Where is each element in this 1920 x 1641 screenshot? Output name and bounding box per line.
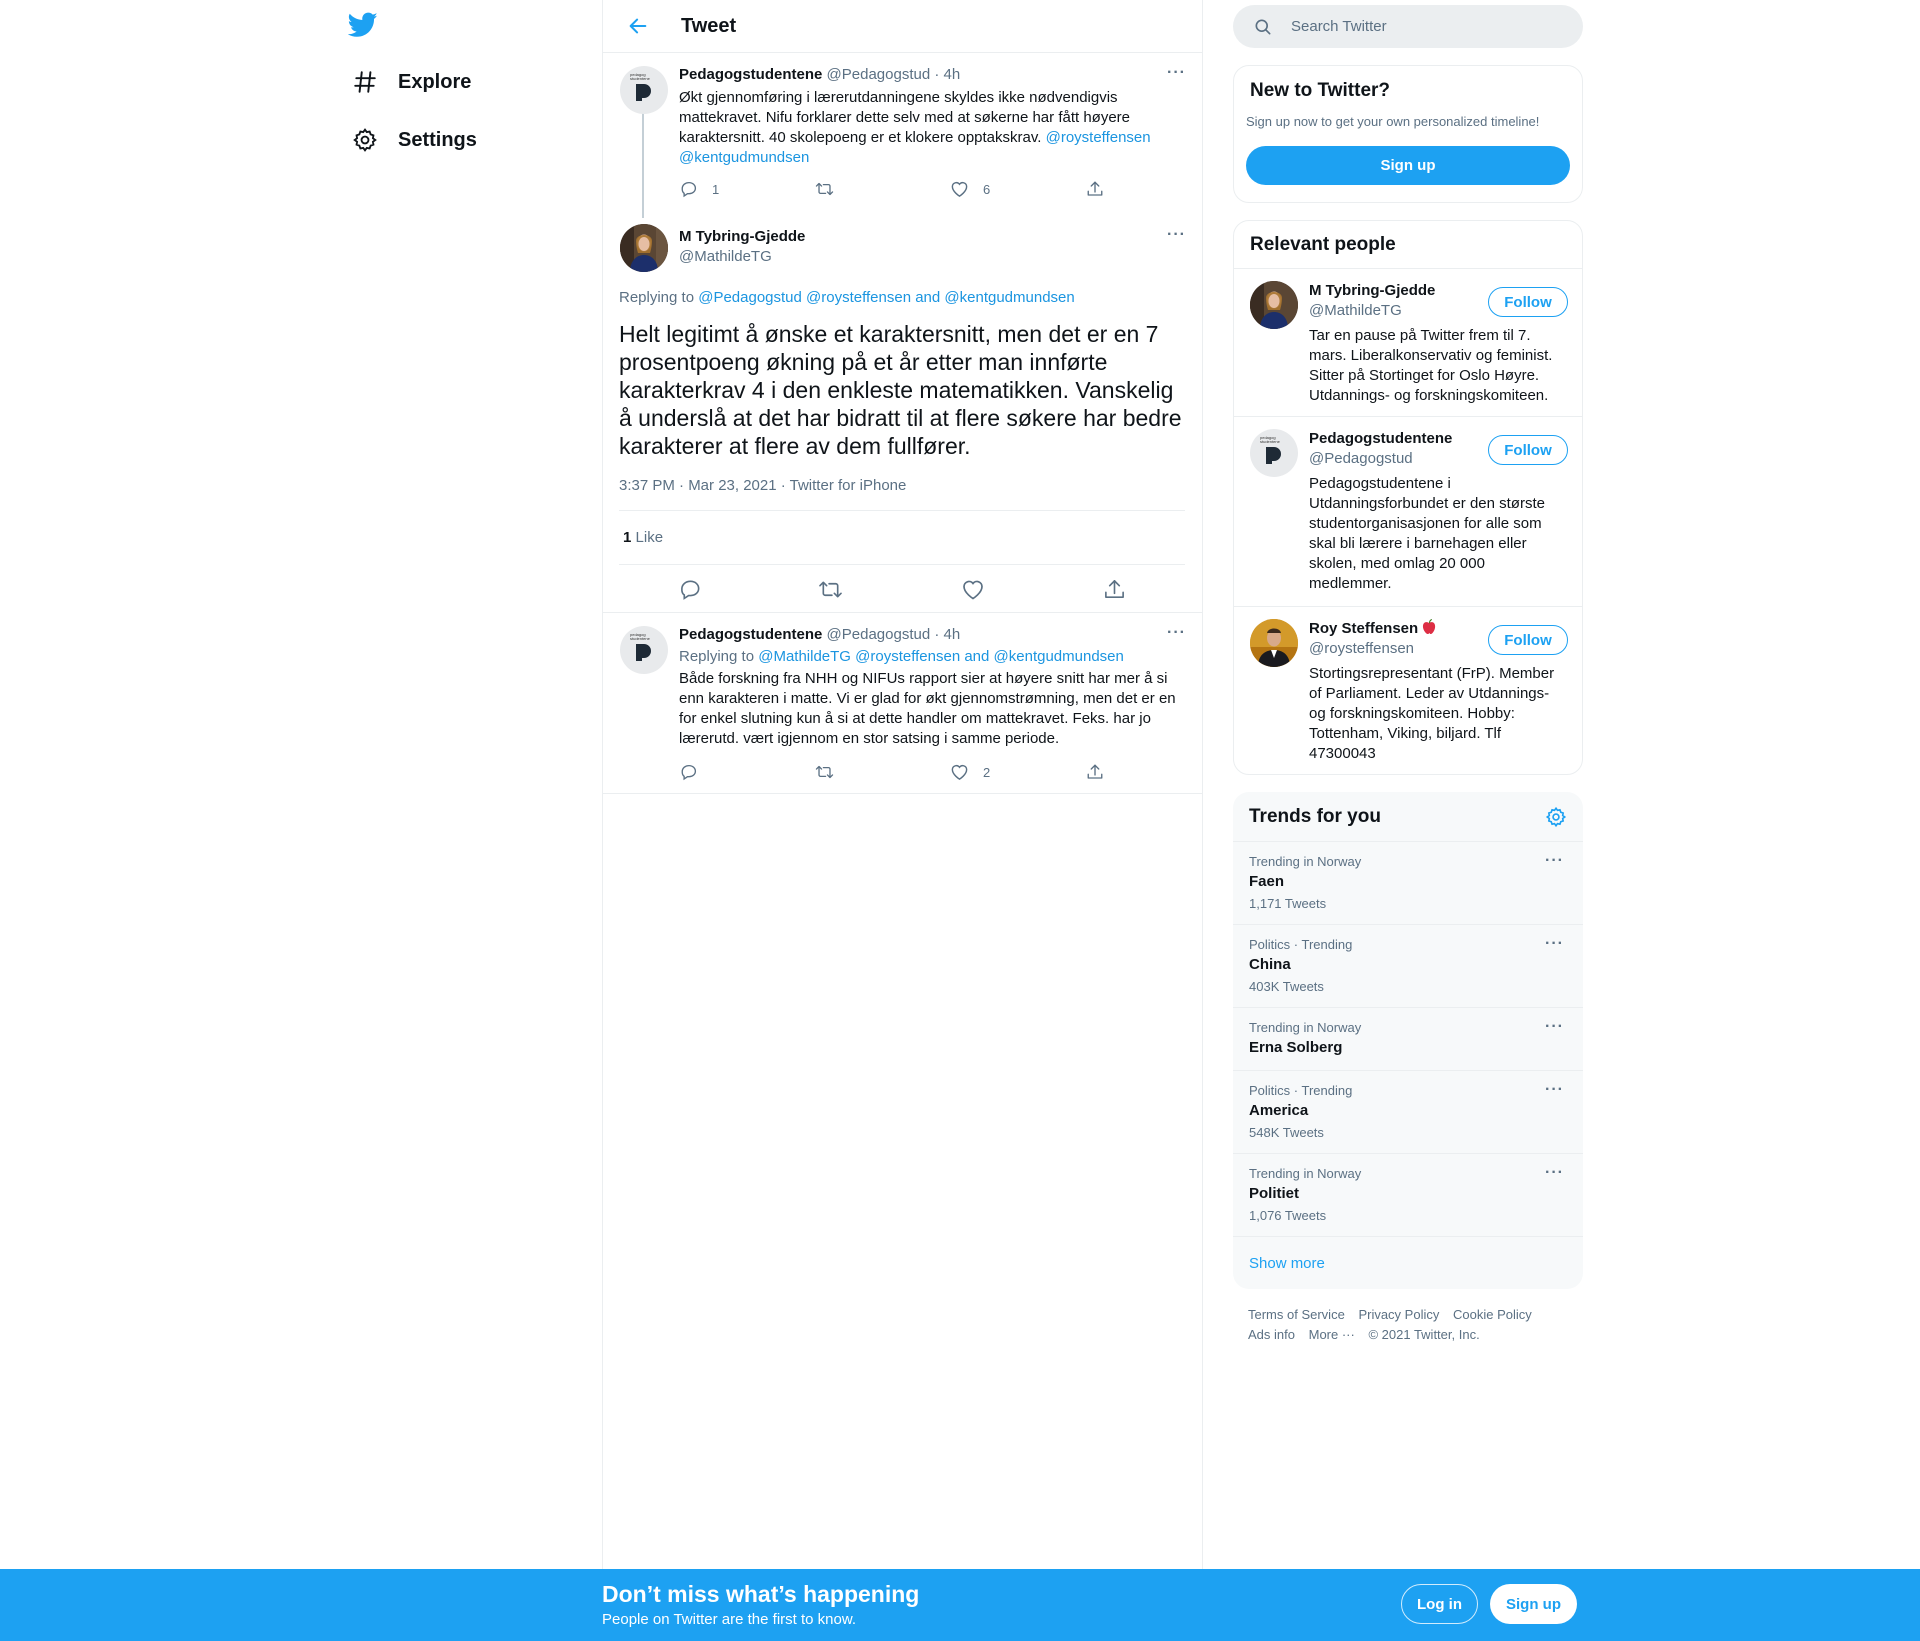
search-input[interactable] [1291, 18, 1561, 35]
like-total: 1 [623, 529, 632, 546]
trend-meta: Politics · Trending [1249, 1083, 1353, 1098]
share-button[interactable] [1103, 578, 1126, 601]
show-more-link[interactable]: Show more [1249, 1255, 1325, 1272]
reply-tweet-text: Både forskning fra NHH og NIFUs rapport sier at høyere snitt har mer å si enn karakteren i matte. Vi er glad for økt gjennomstrømning, men det er en for enkel slutning kun å si at dette handler om mattekravet. Feks. har jo lærerutd. vært igjennom en stor satsing i samme periode. [679, 670, 1176, 747]
show-more-row[interactable] [1233, 1236, 1583, 1289]
ads-info-link[interactable]: Ads info [1248, 1327, 1295, 1342]
reply-icon [680, 180, 698, 198]
person-name[interactable]: Pedagogstudentene [1309, 430, 1453, 447]
reply-count: 1 [712, 181, 720, 197]
retweet-button[interactable] [818, 578, 843, 601]
avatar[interactable] [620, 224, 668, 272]
focused-tweet-author[interactable] [679, 227, 805, 267]
page-title: Tweet [681, 14, 737, 37]
signup-button[interactable]: Sign up [1246, 146, 1570, 185]
mention-link[interactable]: @MathildeTG [758, 648, 851, 665]
trend-count: 1,171 Tweets [1249, 896, 1327, 911]
retweet-icon [815, 180, 834, 198]
person-bio: Tar en pause på Twitter frem til 7. mars. Liberalkonservativ og feminist. Sitter på Stortinget for Oslo Høyre. Utdannings- og forskningskomiteen. [1309, 327, 1553, 404]
reply-button[interactable] [680, 180, 719, 198]
nav-settings-label: Settings [398, 128, 477, 151]
reply-button[interactable] [679, 578, 702, 601]
person-info [1309, 429, 1452, 469]
more-options-icon[interactable]: ··· [1545, 1164, 1564, 1181]
reply-icon [679, 578, 702, 601]
person-handle[interactable]: @roysteffensen [1309, 640, 1415, 657]
trend-count: 548K Tweets [1249, 1125, 1324, 1140]
avatar-logo-text: pedagog studentene [630, 72, 650, 81]
mention-link[interactable]: @kentgudmundsen [679, 149, 810, 166]
search-box[interactable] [1233, 5, 1583, 48]
bottom-bar-title: Don’t miss what’s happening [602, 1581, 920, 1607]
person-row[interactable] [1234, 268, 1583, 416]
person-info [1309, 619, 1437, 659]
trend-meta: Trending in Norway [1249, 1166, 1362, 1181]
like-count: 2 [983, 764, 991, 780]
author-handle[interactable]: @Pedagogstud [826, 66, 931, 83]
focused-tweet-text: Helt legitimt å ønske et karaktersnitt, men det er en 7 prosentpoeng økning på et år etter man innførte karakterkrav 4 i den enkleste matematikken. Vanskelig å underslå at det har bidratt til at flere søkere har bedre karakterer at flere av dem fullfører. [619, 321, 1182, 459]
mention-link[interactable]: @kentgudmundsen [993, 648, 1124, 665]
hashtag-icon [350, 67, 380, 97]
tweet-text: Økt gjennomføring i lærerutdanningene skyldes ikke nødvendigvis mattekravet. Nifu forklarer dette selv med at søkerne har fått høyere karaktersnitt. 40 skolepoeng er et klokere opptakskrav. [679, 89, 1131, 146]
trend-name: China [1249, 956, 1291, 973]
trend-name: Politiet [1249, 1185, 1300, 1202]
parent-tweet-header [679, 65, 1159, 85]
person-bio: Stortingsrepresentant (FrP). Member of Parliament. Leder av Utdannings- og forskningskomiteen. Hobby: Tottenham, Viking, biljard. Tlf 47300043 [1309, 665, 1555, 762]
cookie-link[interactable]: Cookie Policy [1452, 1307, 1532, 1322]
heart-icon [961, 578, 985, 601]
like-button[interactable] [961, 578, 985, 601]
share-icon [1086, 180, 1104, 198]
replying-to [619, 288, 1075, 308]
more-options-icon[interactable]: ··· [1545, 852, 1564, 869]
tweet-time[interactable]: · 4h [934, 66, 961, 83]
retweet-button[interactable] [815, 763, 834, 781]
like-count: 6 [983, 181, 991, 197]
trend-meta: Trending in Norway [1249, 854, 1362, 869]
mention-link[interactable]: @roysteffensen [1045, 129, 1151, 146]
pedagogstudentene-logo-icon [1263, 445, 1283, 465]
trend-meta: Trending in Norway [1249, 1020, 1362, 1035]
trends-card [1233, 792, 1583, 1289]
and-text: and [915, 289, 941, 306]
trend-name: Faen [1249, 873, 1285, 890]
like-total-label: Like [635, 529, 664, 546]
bottom-signup-bar [0, 1569, 1920, 1641]
person-row[interactable] [1234, 606, 1583, 775]
tweet-timestamp[interactable]: 3:37 PM · Mar 23, 2021 · Twitter for iPhone [619, 477, 907, 494]
twitter-logo-icon[interactable] [348, 12, 378, 38]
person-name[interactable]: M Tybring-Gjedde [1309, 282, 1436, 299]
share-icon [1086, 763, 1104, 781]
tweet-time[interactable]: · 4h [934, 626, 961, 643]
more-options-icon[interactable]: ··· [1167, 64, 1186, 81]
person-bio: Pedagogstudentene i Utdanningsforbundet er den største studentorganisasjonen for alle som skal bli lærere i barnehagen eller skolen, med omlag 20 000 medlemmer. [1309, 475, 1545, 592]
parent-tweet-text [679, 88, 1164, 168]
replying-to-label: Replying to [679, 648, 755, 665]
trend-name: America [1249, 1102, 1309, 1119]
avatar-photo [620, 224, 668, 272]
more-options-icon[interactable]: ··· [1167, 624, 1186, 641]
new-to-twitter-card [1233, 65, 1583, 203]
reply-tweet-header [679, 625, 1159, 645]
avatar[interactable] [620, 626, 668, 674]
person-name[interactable]: Roy Steffensen [1309, 620, 1419, 637]
main-header [603, 0, 1202, 53]
person-info [1309, 281, 1435, 321]
mention-link[interactable]: @roysteffensen [806, 289, 912, 306]
author-handle[interactable]: @MathildeTG [679, 248, 772, 265]
divider [603, 612, 1202, 613]
trend-item[interactable] [1233, 1007, 1583, 1070]
reply-button[interactable] [680, 763, 698, 781]
bottom-bar-subtitle: People on Twitter are the first to know. [602, 1611, 857, 1628]
avatar-logo-text: pedagog studentene [630, 632, 650, 641]
avatar[interactable] [1250, 281, 1298, 329]
retweet-button[interactable] [815, 180, 834, 198]
divider [619, 510, 1185, 511]
mention-link[interactable]: @kentgudmundsen [944, 289, 1075, 306]
trend-item[interactable] [1233, 924, 1583, 1007]
more-options-icon[interactable]: ··· [1545, 1018, 1564, 1035]
search-icon [1253, 17, 1273, 37]
footer-links [1248, 1305, 1578, 1345]
replying-to [679, 647, 1124, 667]
replying-to-label: Replying to [619, 289, 695, 306]
apple-emoji-icon [1422, 619, 1437, 635]
share-icon [1103, 578, 1126, 601]
signup-button[interactable]: Sign up [1490, 1584, 1577, 1624]
reply-icon [680, 763, 698, 781]
nav-explore-label: Explore [398, 70, 472, 93]
avatar[interactable] [1250, 429, 1298, 477]
follow-button[interactable]: Follow [1488, 287, 1568, 317]
more-options-icon[interactable]: ··· [1545, 935, 1564, 952]
like-button[interactable] [950, 763, 990, 781]
author-handle[interactable]: @Pedagogstud [826, 626, 931, 643]
relevant-people-card [1233, 220, 1583, 775]
person-row[interactable] [1234, 416, 1583, 606]
avatar-logo-text: pedagog studentene [1260, 435, 1280, 444]
and-text: and [964, 648, 990, 665]
trend-meta: Politics · Trending [1249, 937, 1353, 952]
avatar[interactable] [620, 66, 668, 114]
share-button[interactable] [1086, 180, 1104, 198]
author-name[interactable]: M Tybring-Gjedde [679, 228, 806, 245]
card-subtitle: Sign up now to get your own personalized timeline! [1246, 114, 1540, 129]
person-handle[interactable]: @Pedagogstud [1309, 450, 1413, 467]
thread-connector [642, 110, 644, 218]
like-button[interactable] [950, 180, 990, 198]
trend-item[interactable] [1233, 1153, 1583, 1236]
terms-link[interactable]: Terms of Service [1248, 1307, 1345, 1322]
person-handle[interactable]: @MathildeTG [1309, 302, 1402, 319]
more-options-icon[interactable]: ··· [1545, 1081, 1564, 1098]
pedagogstudentene-logo-icon [633, 82, 653, 102]
mention-link[interactable]: @Pedagogstud [698, 289, 802, 306]
nav-explore[interactable] [350, 62, 471, 102]
author-name[interactable]: Pedagogstudentene [679, 626, 823, 643]
card-title: Trends for you [1249, 806, 1381, 827]
settings-gear-icon[interactable] [1545, 806, 1567, 833]
heart-icon [950, 180, 969, 198]
avatar-photo [1250, 281, 1298, 329]
retweet-icon [818, 578, 843, 601]
trend-count: 1,076 Tweets [1249, 1208, 1327, 1223]
back-arrow-icon[interactable] [623, 11, 653, 41]
more-link[interactable]: More ··· [1308, 1327, 1355, 1342]
share-button[interactable] [1086, 763, 1104, 781]
gear-icon [350, 125, 380, 155]
mention-link[interactable]: @roysteffensen [855, 648, 961, 665]
avatar[interactable] [1250, 619, 1298, 667]
copyright: © 2021 Twitter, Inc. [1368, 1327, 1480, 1342]
trend-count: 403K Tweets [1249, 979, 1324, 994]
follow-button[interactable]: Follow [1488, 625, 1568, 655]
divider [603, 793, 1202, 794]
trend-item[interactable] [1233, 841, 1583, 924]
likes-summary[interactable] [623, 528, 663, 548]
privacy-link[interactable]: Privacy Policy [1358, 1307, 1440, 1322]
heart-icon [950, 763, 969, 781]
divider [619, 564, 1185, 565]
avatar-photo [1250, 619, 1298, 667]
follow-button[interactable]: Follow [1488, 435, 1568, 465]
login-button[interactable]: Log in [1401, 1584, 1478, 1624]
nav-settings[interactable] [350, 120, 477, 160]
trend-name: Erna Solberg [1249, 1039, 1343, 1056]
card-title: New to Twitter? [1250, 80, 1391, 101]
pedagogstudentene-logo-icon [633, 642, 653, 662]
author-name[interactable]: Pedagogstudentene [679, 66, 823, 83]
trend-item[interactable] [1233, 1070, 1583, 1153]
retweet-icon [815, 763, 834, 781]
more-options-icon[interactable]: ··· [1167, 226, 1186, 243]
person-name-row [1309, 619, 1437, 639]
card-title: Relevant people [1250, 234, 1396, 255]
